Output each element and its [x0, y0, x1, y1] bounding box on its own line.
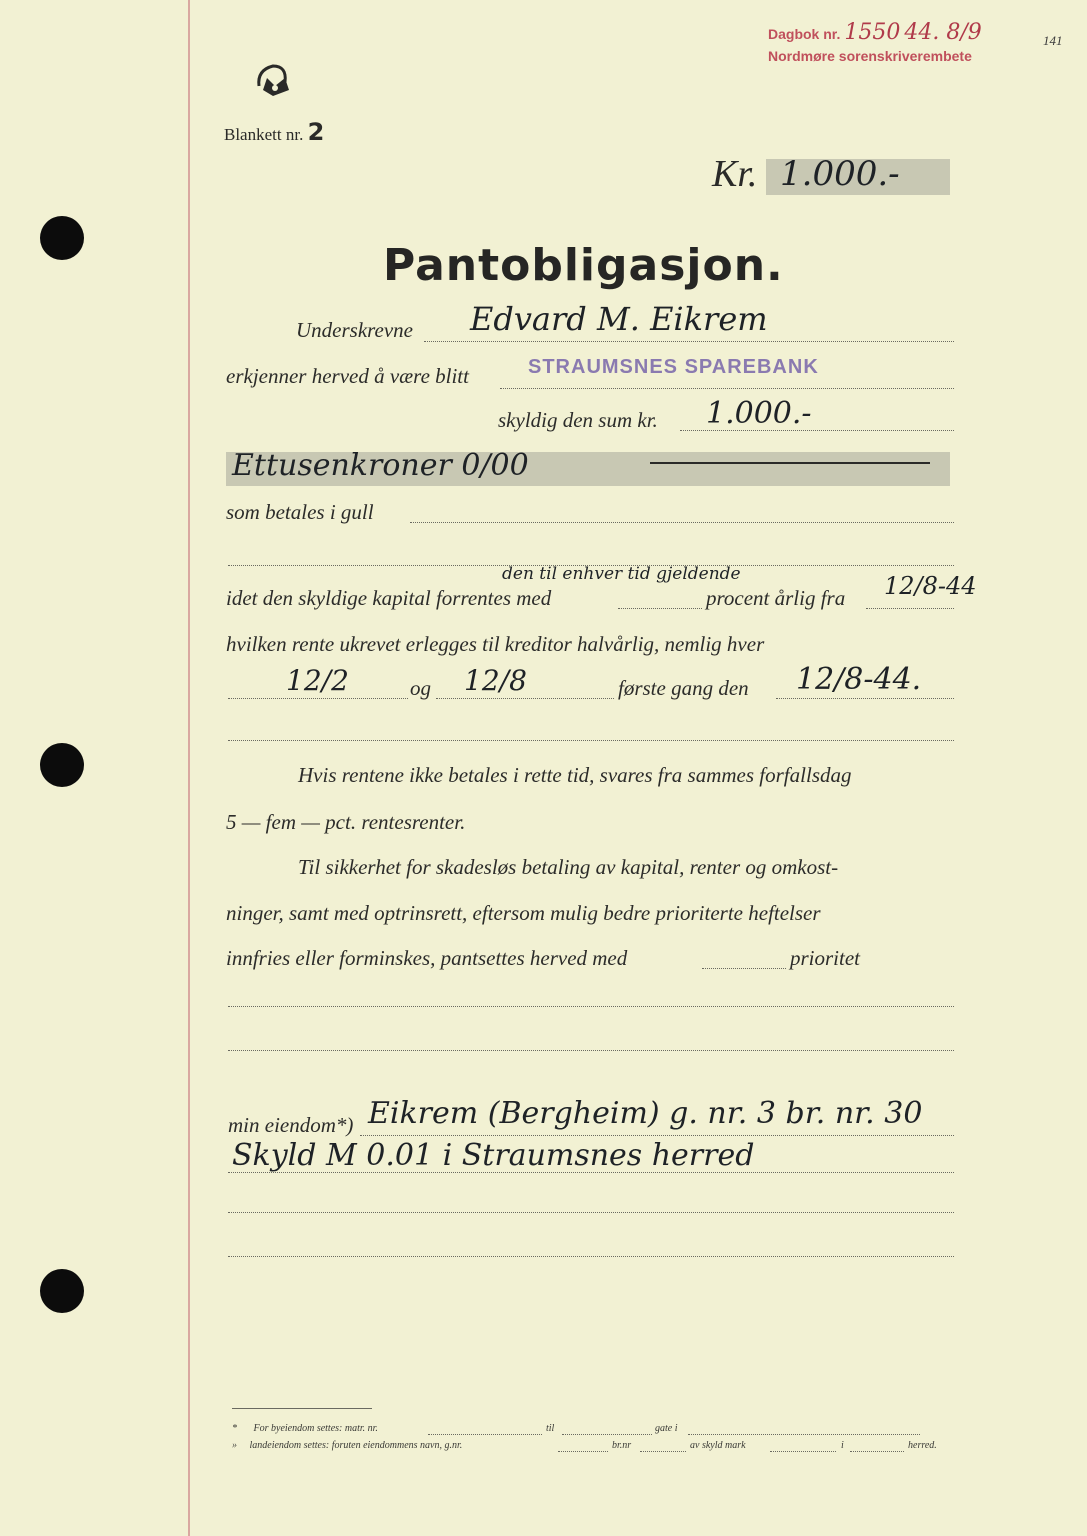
eiendom-label: min eiendom*) [228, 1113, 354, 1137]
footnote-1-mark: * [232, 1423, 237, 1434]
bank-stamp: STRAUMSNES SPAREBANK [528, 356, 819, 378]
para2-line3: innfries eller forminskes, pantsettes herved med [226, 946, 628, 970]
footnote-2-line-d [850, 1451, 904, 1452]
kr-value: 1.000.- [780, 154, 900, 194]
para2-line2: ninger, samt med optrinsrett, eftersom mulig bedre prioriterte heftelser [226, 901, 821, 925]
printer-logo [251, 56, 295, 100]
underskrevne-signature: Edvard M. Eikrem [470, 300, 768, 338]
footnote-2-line-b [640, 1451, 686, 1452]
stamp-year: 44. 8/9 [904, 20, 982, 45]
registry-stamp [768, 20, 982, 45]
document-title: Pantobligasjon. [383, 240, 784, 291]
date2-line [436, 698, 614, 699]
footnote-1-til: til [546, 1423, 555, 1434]
og-label: og [410, 676, 431, 700]
footnote-rule [232, 1408, 372, 1409]
words-strike-line [650, 462, 930, 464]
skyldig-label: skyldig den sum kr. [498, 408, 658, 432]
page-number: 141 [1043, 33, 1063, 48]
footnote-1-text: For byeiendom settes: matr. nr. [253, 1423, 378, 1434]
stamp-number: 1550 [844, 20, 901, 45]
blank-line-5 [228, 1212, 954, 1213]
date2-value: 12/8 [464, 664, 527, 697]
blankett-number: 2 [307, 118, 325, 146]
footnote-2-i: i [841, 1440, 844, 1451]
footnote-2-text: landeiendom settes: foruten eiendommens navn, g.nr. [249, 1440, 463, 1451]
skyldig-value: 1.000.- [706, 396, 812, 431]
hvilken-label: hvilken rente ukrevet erlegges til kreditor halvårlig, nemlig hver [226, 632, 765, 656]
footnote-2-line-a [558, 1451, 608, 1452]
punch-hole-bottom [40, 1269, 84, 1313]
footnote-2-herred: herred. [908, 1440, 937, 1451]
footnote-2-skyld: av skyld mark [690, 1440, 746, 1451]
prioritet-line [702, 968, 786, 969]
footnote-2-line-c [770, 1451, 836, 1452]
punch-hole-top [40, 216, 84, 260]
footnote-2-br: br.nr [612, 1440, 632, 1451]
footnote-1-line-b [562, 1434, 652, 1435]
footnote-1-line-c [688, 1434, 920, 1435]
erkjenner-label: erkjenner herved å være blitt [226, 364, 469, 388]
kr-label: Kr. [712, 153, 758, 195]
footnote-1-gate: gate i [655, 1423, 678, 1434]
forste-label: første gang den [618, 676, 749, 700]
date1-value: 12/2 [286, 664, 349, 697]
gull-line [410, 522, 954, 523]
prioritet-label: prioritet [790, 946, 861, 970]
underskrevne-label: Underskrevne [296, 318, 414, 342]
underskrevne-line [424, 341, 954, 342]
blankett-label: Blankett nr. [224, 125, 304, 144]
para2-line1: Til sikkerhet for skadesløs betaling av kapital, renter og omkost- [298, 855, 839, 879]
blank-line-3 [228, 1006, 954, 1007]
para1-line2: 5 — fem — pct. rentesrenter. [226, 810, 466, 834]
blank-line-6 [228, 1256, 954, 1257]
rente-note: den til enhver tid gjeldende [502, 564, 741, 584]
forste-line [776, 698, 954, 699]
footnote-1 [232, 1423, 378, 1434]
para1-line1: Hvis rentene ikke betales i rette tid, svares fra sammes forfallsdag [298, 763, 852, 787]
eiendom-value2: Skyld M 0.01 i Straumsnes herred [232, 1138, 755, 1173]
blankett [224, 118, 324, 146]
eiendom-value1: Eikrem (Bergheim) g. nr. 3 br. nr. 30 [368, 1096, 923, 1131]
erkjenner-line [500, 388, 954, 389]
gull-label: som betales i gull [226, 500, 374, 524]
blank-line-2 [228, 740, 954, 741]
forrentes-line [618, 608, 702, 609]
footnote-2 [232, 1440, 462, 1451]
eiendom-line [360, 1135, 954, 1136]
forrentes-label: idet den skyldige kapital forrentes med [226, 586, 552, 610]
procent-label: procent årlig fra [706, 586, 846, 610]
margin-rule [188, 0, 190, 1536]
punch-hole-middle [40, 743, 84, 787]
forste-value: 12/8-44. [796, 662, 922, 697]
procent-from: 12/8-44 [884, 572, 977, 600]
stamp-office: Nordmøre sorenskriverembete [768, 48, 972, 64]
date1-line [228, 698, 408, 699]
footnote-1-line-a [428, 1434, 542, 1435]
procent-line [866, 608, 954, 609]
footnote-2-mark: » [232, 1440, 237, 1451]
blank-line-4 [228, 1050, 954, 1051]
amount-in-words: Ettusenkroner 0/00 [232, 448, 529, 483]
stamp-label: Dagbok nr. [768, 26, 841, 42]
